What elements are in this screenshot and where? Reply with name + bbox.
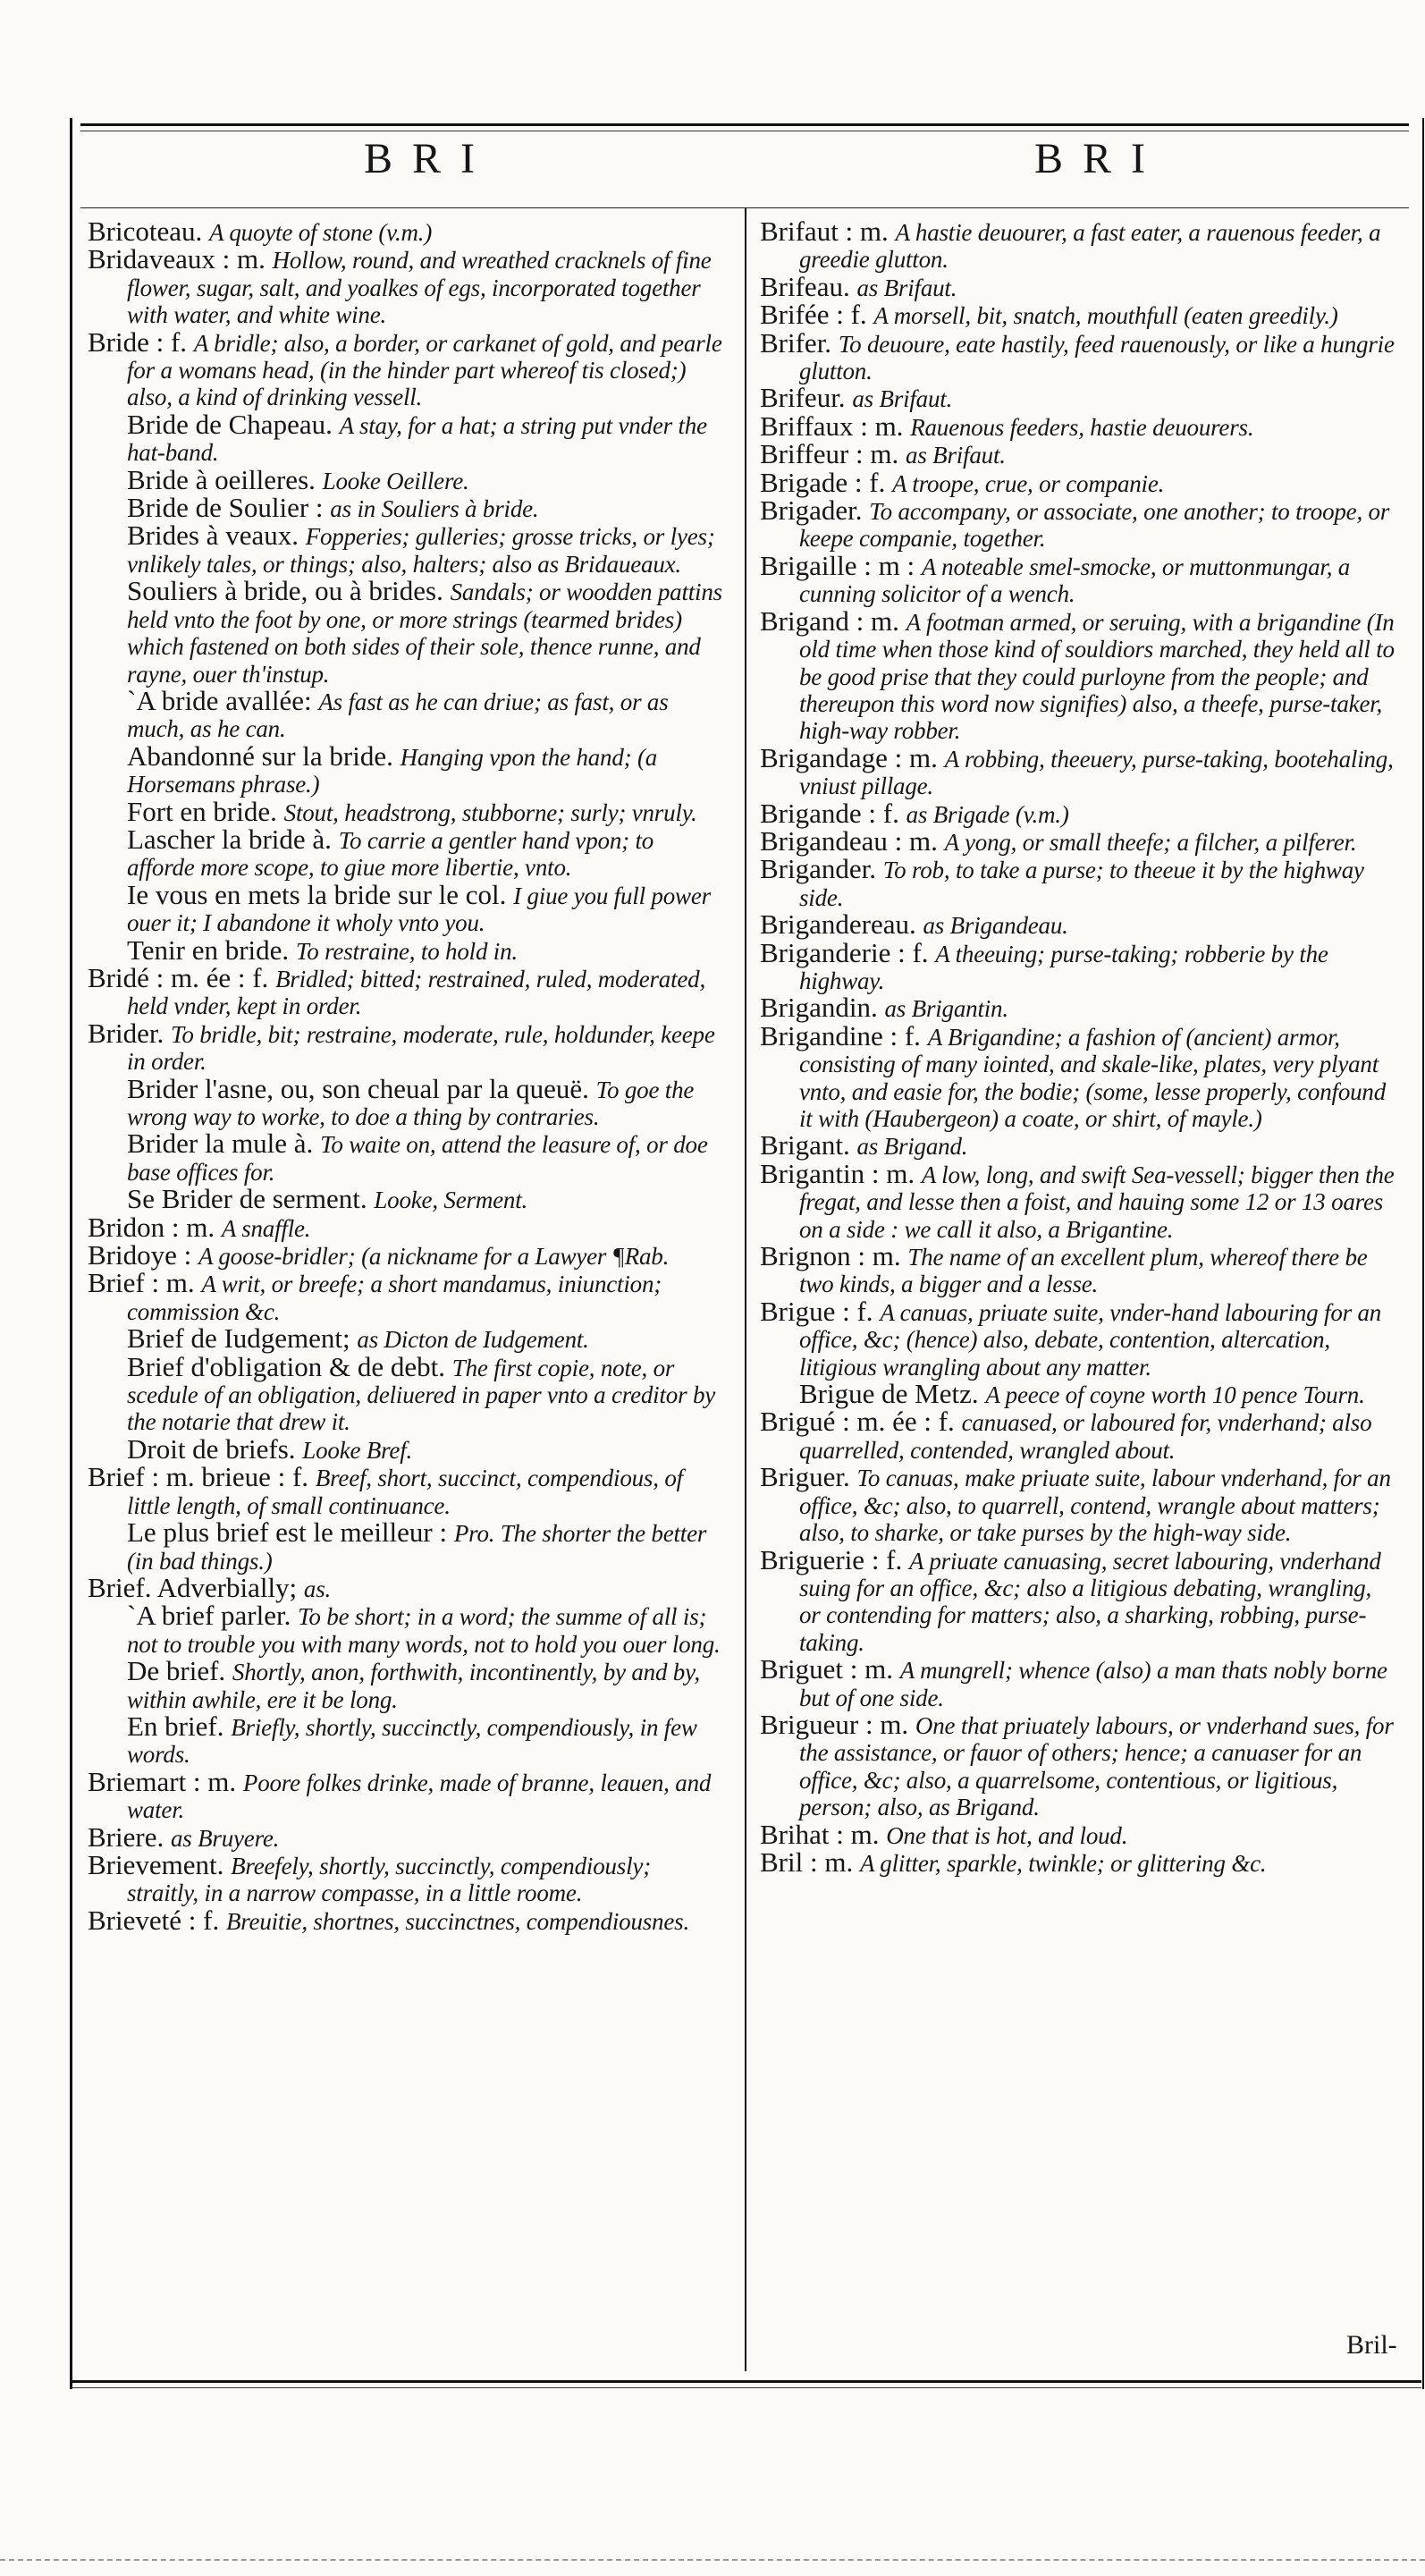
dictionary-entry — [88, 961, 724, 1020]
dictionary-entry — [760, 992, 1396, 1024]
definition: A noteable smel-smocke, or muttonmungar, a cunning solicitor of a wench. — [799, 553, 1351, 608]
definition: A priuate canuasing, secret labouring, vnderhand suing for an office, &c; also a litigious debating, wrangling, or contending for matters; also, a sharking, robbing, purse-taking. — [799, 1547, 1381, 1656]
definition: A bridle; also, a border, or carkanet of gold, and pearle for a womans head, (in the hinder part whereof tis closed;) also, a kind of drinking vessell. — [127, 329, 722, 411]
dictionary-entry — [760, 1129, 1396, 1161]
definition: Briefly, shortly, succinctly, compendiously, in few words. — [127, 1713, 697, 1769]
headword: Bridé : m. ée : f. — [88, 961, 276, 993]
definition: A low, long, and swift Sea-vessell; bigger then the fregat, and lesse then a foist, and hauing some 12 or 13 oares on a side : we call it also, a Brigantine. — [799, 1161, 1395, 1243]
definition: A peece of coyne worth 10 pence Tourn. — [985, 1381, 1365, 1409]
headword: Briguer. — [760, 1461, 857, 1493]
headword: Bricoteau. — [88, 215, 210, 247]
definition: A glitter, sparkle, twinkle; or glittering &c. — [859, 1849, 1267, 1877]
dictionary-subentry — [127, 519, 724, 578]
definition: To restraine, to hold in. — [295, 937, 518, 965]
headword: Bride de Soulier : — [127, 492, 331, 524]
headword: Bridoye : — [88, 1239, 198, 1271]
headword: Brignon : m. — [760, 1240, 908, 1272]
dictionary-subentry — [127, 1432, 724, 1465]
headword: Brigande : f. — [760, 797, 906, 829]
headword: Tenir en bride. — [127, 933, 296, 966]
dictionary-subentry — [127, 933, 724, 966]
headword: Briere. — [88, 1820, 171, 1853]
dictionary-entry — [88, 1765, 724, 1824]
dictionary-subentry — [127, 1183, 724, 1215]
dictionary-subentry — [127, 684, 724, 743]
dictionary-entry — [88, 1211, 724, 1243]
definition: A troope, crue, or companie. — [892, 469, 1165, 497]
headword: Fort en bride. — [127, 795, 284, 827]
definition: A canuas, priuate suite, vnder-hand labouring for an office, &c; (hence) also, debate, contention, altercation, litigious wrangling about any matter. — [799, 1298, 1382, 1381]
definition: The first copie, note, or scedule of an obligation, deliuered in paper vnto a creditor by the notarie that drew it. — [127, 1354, 716, 1436]
dictionary-subentry — [127, 1655, 724, 1713]
headword: Brief d'obligation & de debt. — [127, 1350, 452, 1382]
dictionary-entry — [760, 1406, 1396, 1464]
dictionary-subentry — [799, 1378, 1396, 1410]
headword: Brigandin. — [760, 992, 885, 1024]
dictionary-subentry — [127, 1322, 724, 1355]
definition: The name of an excellent plum, whereof there be two kinds, a bigger and a lesse. — [799, 1244, 1368, 1298]
dictionary-entry — [88, 1017, 724, 1076]
definition: A writ, or breefe; a short mandamus, iniunction; commission &c. — [127, 1271, 662, 1325]
definition: as Brigade (v.m.) — [906, 800, 1069, 828]
definition: Breefely, shortly, succinctly, compendiously; straitly, in a narrow compasse, in a little roome. — [127, 1852, 651, 1907]
definition: To canuas, make priuate suite, labour vnderhand, for an office, &c; also, to quarrell, contend, wrangle about matters; also, to sharke, or take purses by the high-way side. — [799, 1465, 1391, 1547]
headword: Droit de briefs. — [127, 1432, 303, 1465]
dictionary-subentry — [127, 1350, 724, 1436]
dictionary-entry — [88, 215, 724, 247]
headword: Brigandage : m. — [760, 741, 945, 773]
running-head-right: BRI — [1033, 135, 1165, 182]
definition: To be short; in a word; the summe of all is; not to trouble you with many words, not to hold you ouer long. — [127, 1603, 721, 1658]
headword: En brief. — [127, 1710, 232, 1742]
headword: Briganderie : f. — [760, 936, 936, 968]
dictionary-entry — [760, 1543, 1396, 1657]
dictionary-subentry — [127, 1710, 724, 1769]
bottom-rule — [72, 2380, 1421, 2383]
headword: Lascher la bride à. — [127, 823, 339, 855]
dictionary-entry — [88, 1571, 724, 1603]
definition: Looke Oeillere. — [322, 467, 469, 494]
dictionary-entry — [88, 1239, 724, 1271]
definition: Hollow, round, and wreathed cracknels of fine flower, sugar, salt, and yoalkes of egs, incorporated together with water, and white wine. — [127, 247, 712, 329]
dictionary-entry — [88, 1848, 724, 1907]
headword: Se Brider de serment. — [127, 1183, 375, 1215]
headword: Brigué : m. ée : f. — [760, 1406, 962, 1438]
headword: Bride de Chapeau. — [127, 408, 340, 440]
dictionary-subentry — [127, 1072, 724, 1131]
definition: A quoyte of stone (v.m.) — [209, 219, 433, 246]
dictionary-entry — [760, 1019, 1396, 1133]
headword: Brider la mule à. — [127, 1128, 321, 1160]
definition: Looke, Serment. — [374, 1187, 528, 1214]
dictionary-entry — [760, 1295, 1396, 1381]
definition: Breef, short, succinct, compendious, of little length, of small continuance. — [127, 1465, 683, 1519]
definition: Pro. The shorter the better (in bad things.) — [127, 1520, 707, 1575]
column-divider — [745, 207, 746, 2371]
definition: Rauenous feeders, hastie deuourers. — [910, 413, 1254, 441]
dictionary-entry — [760, 299, 1396, 331]
headword: Abandonné sur la bride. — [127, 739, 401, 772]
headword: Brigandine : f. — [760, 1019, 928, 1052]
headword: Briemart : m. — [88, 1765, 243, 1797]
dictionary-subentry — [127, 739, 724, 798]
dictionary-entry — [760, 215, 1396, 274]
headword: Briffeur : m. — [760, 438, 906, 470]
dictionary-entry — [760, 1461, 1396, 1547]
headword: De brief. — [127, 1655, 232, 1687]
headword: Brigand : m. — [760, 604, 906, 637]
page-edge-line — [0, 2559, 1425, 2561]
dictionary-entry — [760, 466, 1396, 498]
headword: Brigader. — [760, 494, 870, 527]
headword: Bril : m. — [760, 1845, 860, 1878]
headword: Bridon : m. — [88, 1211, 222, 1243]
headword: Bride : f. — [88, 325, 194, 358]
definition: To goe the wrong way to worke, to doe a thing by contraries. — [127, 1076, 695, 1130]
headword: Brifeau. — [760, 270, 857, 302]
top-rule — [80, 123, 1409, 126]
definition: as in Souliers à bride. — [330, 495, 539, 523]
headword: Brifaut : m. — [760, 215, 896, 247]
headword: Brigue : f. — [760, 1295, 881, 1327]
dictionary-entry — [760, 908, 1396, 941]
headword: `A brief parler. — [127, 1600, 299, 1632]
definition: A robbing, theeuery, purse-taking, bootehaling, vniust pillage. — [799, 745, 1394, 800]
catchword: Bril- — [1346, 2330, 1397, 2360]
definition: Fopperies; gulleries; grosse tricks, or lyes; vnlikely tales, or things; also, halters; also as Bridaueaux. — [127, 523, 715, 578]
definition: A Brigandine; a fashion of (ancient) armor, consisting of many iointed, and skale-like, plates, very plyant vnto, and easie for, the bodie; (some, lesse properly, confound it with (Haubergeon) a coate, or shirt, of mayle.) — [799, 1023, 1387, 1132]
dictionary-entry — [88, 1267, 724, 1325]
dictionary-subentry — [127, 795, 724, 827]
dictionary-entry — [760, 1240, 1396, 1298]
dictionary-entry — [760, 824, 1396, 857]
headword: Brifer. — [760, 326, 839, 359]
definition: Poore folkes drinke, made of branne, leauen, and water. — [127, 1769, 712, 1824]
dictionary-entry — [760, 604, 1396, 745]
dictionary-subentry — [127, 494, 724, 522]
dictionary-subentry — [127, 1602, 724, 1658]
definition: A morsell, bit, snatch, mouthfull (eaten greedily.) — [873, 302, 1338, 330]
headword: Brieveté : f. — [88, 1904, 226, 1936]
bottom-rule-thin — [72, 2387, 1421, 2388]
dictionary-subentry — [127, 463, 724, 495]
dictionary-entry — [760, 410, 1396, 442]
definition: To carrie a gentler hand vpon; to afforde more scope, to giue more libertie, vnto. — [127, 826, 654, 882]
definition: A footman armed, or seruing, with a brigandine (In old time when those kind of souldiors marched, they held all to be good prise that they could purloyne from the people; and thereupon this word now signifies) also, a theefe, purse-taker, high-way robber. — [799, 608, 1395, 745]
headword: Le plus brief est le meilleur : — [127, 1516, 454, 1549]
dictionary-entry — [760, 741, 1396, 800]
definition: To deuoure, eate hastily, feed rauenously, or like a hungrie glutton. — [799, 330, 1395, 385]
headword: Brigandeau : m. — [760, 824, 945, 857]
headword: Brigant. — [760, 1129, 857, 1161]
definition: as Brigand. — [856, 1133, 968, 1161]
definition: A stay, for a hat; a string put vnder the hat-band. — [127, 411, 707, 467]
definition: Breuitie, shortnes, succinctnes, compendiousnes. — [225, 1907, 690, 1935]
definition: To bridle, bit; restraine, moderate, rule, holdunder, keepe in order. — [127, 1020, 715, 1076]
definition: To rob, to take a purse; to theeue it by the highway side. — [799, 857, 1364, 911]
dictionary-entry — [760, 438, 1396, 470]
definition: I giue you full power ouer it; I abandone it wholy vnto you. — [127, 882, 711, 937]
definition: as Brifaut. — [906, 442, 1006, 469]
headword: Brigue de Metz. — [799, 1378, 986, 1410]
dictionary-entry — [88, 325, 724, 411]
dictionary-entry — [88, 1820, 724, 1853]
headword: Brider. — [88, 1017, 171, 1049]
definition: A mungrell; whence (also) a man thats nobly borne but of one side. — [799, 1657, 1387, 1711]
definition: A theeuing; purse-taking; robberie by the highway. — [799, 940, 1328, 994]
definition: Bridled; bitted; restrained, ruled, moderated, held vnder, kept in order. — [127, 965, 706, 1020]
dictionary-subentry — [127, 1130, 724, 1186]
definition: as Bruyere. — [170, 1824, 280, 1852]
headword: Brief de Iudgement; — [127, 1322, 358, 1355]
dictionary-entry — [760, 797, 1396, 829]
headword: Brihat : m. — [760, 1818, 887, 1850]
definition: as Brifaut. — [856, 274, 957, 301]
dictionary-entry — [760, 1708, 1396, 1821]
dictionary-entry — [760, 853, 1396, 911]
definition: Stout, headstrong, stubborne; surly; vnruly. — [283, 798, 697, 826]
headword: Brigaille : m : — [760, 549, 922, 581]
definition: Shortly, anon, forthwith, incontinently, by and by, within awhile, ere it be long. — [127, 1659, 700, 1713]
definition: One that is hot, and loud. — [886, 1821, 1128, 1849]
definition: Hanging vpon the hand; (a Horsemans phrase.) — [127, 743, 658, 798]
headword: Briguerie : f. — [760, 1543, 910, 1575]
definition: A goose-bridler; (a nickname for a Lawyer ¶Rab. — [198, 1243, 670, 1271]
headword: Brigueur : m. — [760, 1708, 915, 1740]
dictionary-subentry — [127, 575, 724, 688]
headword: Briffaux : m. — [760, 410, 911, 442]
headword: Brigander. — [760, 853, 883, 885]
headword: Brief. Adverbially; — [88, 1571, 304, 1603]
definition: A yong, or small theefe; a filcher, a pilferer. — [944, 828, 1357, 856]
dictionary-entry — [760, 1818, 1396, 1850]
left-column — [88, 215, 724, 1936]
dictionary-entry — [760, 494, 1396, 553]
dictionary-entry — [760, 936, 1396, 995]
dictionary-entry — [760, 1845, 1396, 1878]
headword: Brides à veaux. — [127, 519, 306, 552]
headword: Ie vous en mets la bride sur le col. — [127, 878, 514, 910]
definition: as Brigantin. — [884, 995, 1008, 1023]
definition: A snaffle. — [221, 1214, 311, 1242]
dictionary-entry — [760, 382, 1396, 414]
headword: Brigandereau. — [760, 908, 923, 941]
definition: as Brigandeau. — [923, 912, 1068, 940]
definition: as. — [303, 1575, 332, 1602]
dictionary-subentry — [127, 878, 724, 937]
headword: Souliers à bride, ou à brides. — [127, 575, 451, 607]
definition: One that priuately labours, or vnderhand sues, for the assistance, or fauor of others; hence; a canuaser for an office, &c; also, a quarrelsome, contentious, or ligitious, person; also, as Brigand. — [799, 1711, 1394, 1821]
dictionary-subentry — [127, 823, 724, 882]
dictionary-subentry — [127, 1516, 724, 1575]
definition: As fast as he can driue; as fast, or as much, as he can. — [127, 688, 669, 743]
definition: as Dicton de Iudgement. — [357, 1326, 589, 1354]
headword: Brifeur. — [760, 382, 853, 414]
dictionary-entry — [760, 549, 1396, 608]
headword: Brievement. — [88, 1848, 232, 1880]
headword: Brider l'asne, ou, son cheual par la queuë. — [127, 1072, 596, 1104]
dictionary-entry — [88, 1461, 724, 1519]
definition: Sandals; or woodden pattins held vnto the foot by one, or more strings (tearmed brides) which fastened on both sides of their sole, thence runne, and rayne, ouer th'instup. — [127, 579, 722, 688]
definition: To waite on, attend the leasure of, or doe base offices for. — [127, 1131, 708, 1186]
definition: A hastie deuourer, a fast eater, a rauenous feeder, a greedie glutton. — [799, 219, 1381, 274]
headword: Bridaveaux : m. — [88, 243, 273, 275]
dictionary-entry — [760, 270, 1396, 302]
definition: To accompany, or associate, one another; to troope, or keepe companie, together. — [799, 498, 1390, 553]
definition: Looke Bref. — [302, 1436, 413, 1464]
headword: Brigade : f. — [760, 466, 893, 498]
headword: Briguet : m. — [760, 1653, 900, 1685]
right-column — [760, 215, 1396, 1878]
headword: Brifée : f. — [760, 299, 874, 331]
definition: canuased, or laboured for, vnderhand; also quarrelled, contended, wrangled about. — [799, 1409, 1372, 1464]
headword: Bride à oeilleres. — [127, 463, 323, 495]
headword: Brief : m. — [88, 1267, 202, 1299]
dictionary-entry — [88, 1904, 724, 1936]
dictionary-entry — [760, 326, 1396, 385]
headword: Brief : m. brieue : f. — [88, 1461, 316, 1493]
dictionary-subentry — [127, 408, 724, 467]
headword: Brigantin : m. — [760, 1157, 922, 1189]
running-head-left: BRI — [363, 135, 494, 182]
headword: `A bride avallée: — [127, 684, 319, 716]
dictionary-entry — [88, 243, 724, 329]
definition: as Brifaut. — [852, 385, 953, 413]
dictionary-entry — [760, 1653, 1396, 1711]
dictionary-entry — [760, 1157, 1396, 1243]
